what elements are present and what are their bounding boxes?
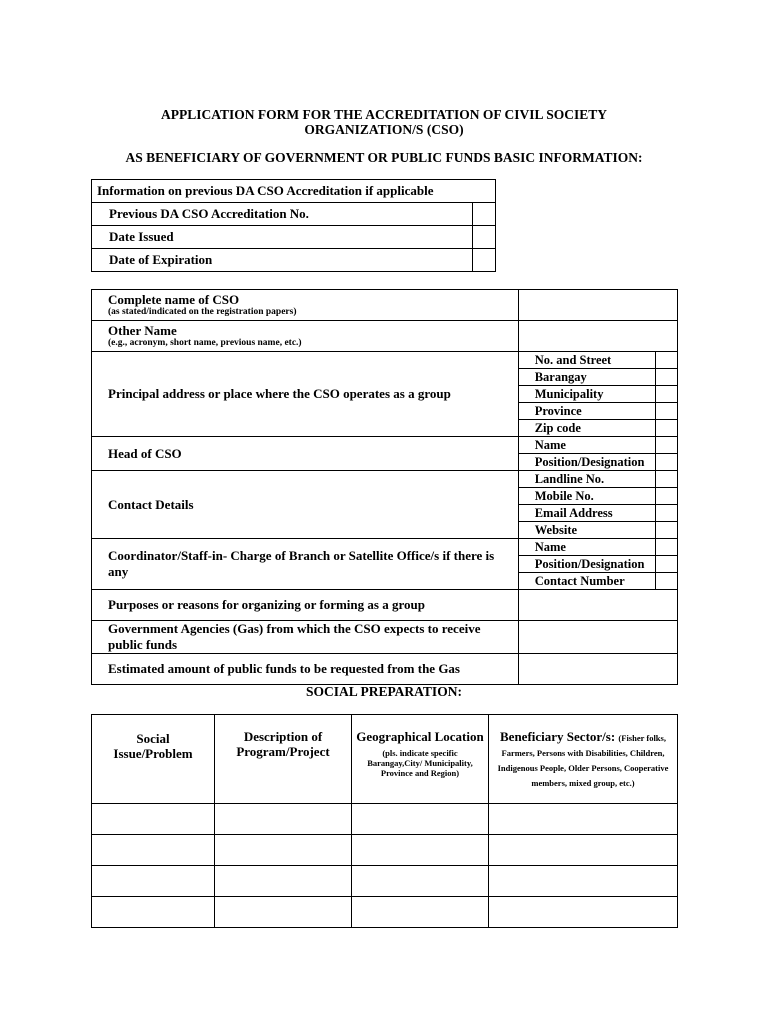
form-title-line2: ORGANIZATION/S (CSO): [304, 122, 464, 137]
address-barangay-field[interactable]: [655, 369, 677, 386]
address-street-field[interactable]: [655, 352, 677, 369]
form-subtitle: AS BENEFICIARY OF GOVERNMENT OR PUBLIC FUNDS BASIC INFORMATION:: [125, 150, 643, 165]
contact-landline-field[interactable]: [655, 471, 677, 488]
address-street-label: No. and Street: [518, 352, 655, 369]
purposes-label: Purposes or reasons for organizing or forming as a group: [92, 590, 519, 621]
agencies-field[interactable]: [518, 621, 677, 654]
cell-social-issue[interactable]: [92, 866, 215, 897]
amount-field[interactable]: [518, 654, 677, 685]
previous-accreditation-table: [91, 179, 496, 272]
col-beneficiary-note: (Fisher folks, Farmers, Persons with Disabilities, Children, Indigenous People, Older Persons, Cooperative members, mixed group, etc.): [497, 733, 669, 788]
cell-description[interactable]: [215, 835, 352, 866]
col-social-issue: [92, 715, 215, 804]
date-issued-field[interactable]: [473, 226, 496, 249]
cell-location[interactable]: [352, 866, 489, 897]
cell-location[interactable]: [352, 835, 489, 866]
head-position-field[interactable]: [655, 454, 677, 471]
basic-info-table: [91, 289, 678, 685]
cell-description[interactable]: [215, 804, 352, 835]
contact-website-label: Website: [518, 522, 655, 539]
coordinator-name-label: Name: [518, 539, 655, 556]
head-label: Head of CSO: [92, 437, 519, 471]
other-name-text: Other Name: [108, 323, 177, 338]
col-location-note: (pls. indicate specific Barangay,City/ Municipality, Province and Region): [367, 748, 473, 778]
contact-mobile-field[interactable]: [655, 488, 677, 505]
coordinator-name-field[interactable]: [655, 539, 677, 556]
address-province-label: Province: [518, 403, 655, 420]
address-zip-label: Zip code: [518, 420, 655, 437]
purposes-field[interactable]: [518, 590, 677, 621]
date-issued-label: Date Issued: [92, 226, 473, 249]
col-social-issue-text: Social Issue/Problem: [113, 731, 193, 761]
accreditation-no-label: Previous DA CSO Accreditation No.: [92, 203, 473, 226]
cell-social-issue[interactable]: [92, 804, 215, 835]
agencies-label: Government Agencies (Gas) from which the CSO expects to receive public funds: [92, 621, 519, 654]
address-province-field[interactable]: [655, 403, 677, 420]
cell-beneficiary[interactable]: [489, 804, 678, 835]
table-row: [92, 835, 678, 866]
coordinator-label: Coordinator/Staff-in- Charge of Branch or Satellite Office/s if there is any: [92, 539, 519, 590]
date-expiration-label: Date of Expiration: [92, 249, 473, 272]
coordinator-position-field[interactable]: [655, 556, 677, 573]
head-position-label: Position/Designation: [518, 454, 655, 471]
amount-label: Estimated amount of public funds to be requested from the Gas: [92, 654, 519, 685]
form-title: [90, 107, 678, 137]
col-beneficiary-heading: [493, 729, 673, 789]
previous-accreditation-heading: Information on previous DA CSO Accreditation if applicable: [92, 180, 496, 203]
col-description: [215, 715, 352, 804]
col-description-text: Description of Program/Project: [236, 729, 330, 759]
address-label: Principal address or place where the CSO operates as a group: [92, 352, 519, 437]
form-title-line1: APPLICATION FORM FOR THE ACCREDITATION OF CIVIL SOCIETY: [161, 107, 607, 122]
cell-social-issue[interactable]: [92, 897, 215, 928]
col-location: [352, 715, 489, 804]
coordinator-contact-label: Contact Number: [518, 573, 655, 590]
date-expiration-field[interactable]: [473, 249, 496, 272]
col-beneficiary: [489, 715, 678, 804]
cell-description[interactable]: [215, 866, 352, 897]
address-zip-field[interactable]: [655, 420, 677, 437]
head-name-label: Name: [518, 437, 655, 454]
complete-name-label: [92, 290, 519, 321]
contact-email-field[interactable]: [655, 505, 677, 522]
address-municipality-label: Municipality: [518, 386, 655, 403]
table-row: [92, 866, 678, 897]
table-row: [92, 804, 678, 835]
coordinator-position-label: Position/Designation: [518, 556, 655, 573]
cell-description[interactable]: [215, 897, 352, 928]
cell-beneficiary[interactable]: [489, 835, 678, 866]
complete-name-note: (as stated/indicated on the registration papers): [108, 307, 297, 317]
cell-social-issue[interactable]: [92, 835, 215, 866]
col-location-text: Geographical Location: [356, 729, 484, 744]
complete-name-text: Complete name of CSO: [108, 292, 240, 307]
complete-name-field[interactable]: [518, 290, 677, 321]
contact-mobile-label: Mobile No.: [518, 488, 655, 505]
contact-label: Contact Details: [92, 471, 519, 539]
cell-location[interactable]: [352, 897, 489, 928]
table-row: [92, 897, 678, 928]
head-name-field[interactable]: [655, 437, 677, 454]
social-preparation-heading: SOCIAL PREPARATION:: [306, 684, 462, 699]
cell-beneficiary[interactable]: [489, 866, 678, 897]
other-name-field[interactable]: [518, 321, 677, 352]
cell-location[interactable]: [352, 804, 489, 835]
social-preparation-table: [91, 714, 678, 928]
other-name-label: [92, 321, 519, 352]
contact-email-label: Email Address: [518, 505, 655, 522]
contact-landline-label: Landline No.: [518, 471, 655, 488]
accreditation-no-field[interactable]: [473, 203, 496, 226]
col-beneficiary-text: Beneficiary Sector/s:: [500, 729, 616, 744]
contact-website-field[interactable]: [655, 522, 677, 539]
cell-beneficiary[interactable]: [489, 897, 678, 928]
address-municipality-field[interactable]: [655, 386, 677, 403]
coordinator-contact-field[interactable]: [655, 573, 677, 590]
address-barangay-label: Barangay: [518, 369, 655, 386]
other-name-note: (e.g., acronym, short name, previous name, etc.): [108, 338, 302, 348]
